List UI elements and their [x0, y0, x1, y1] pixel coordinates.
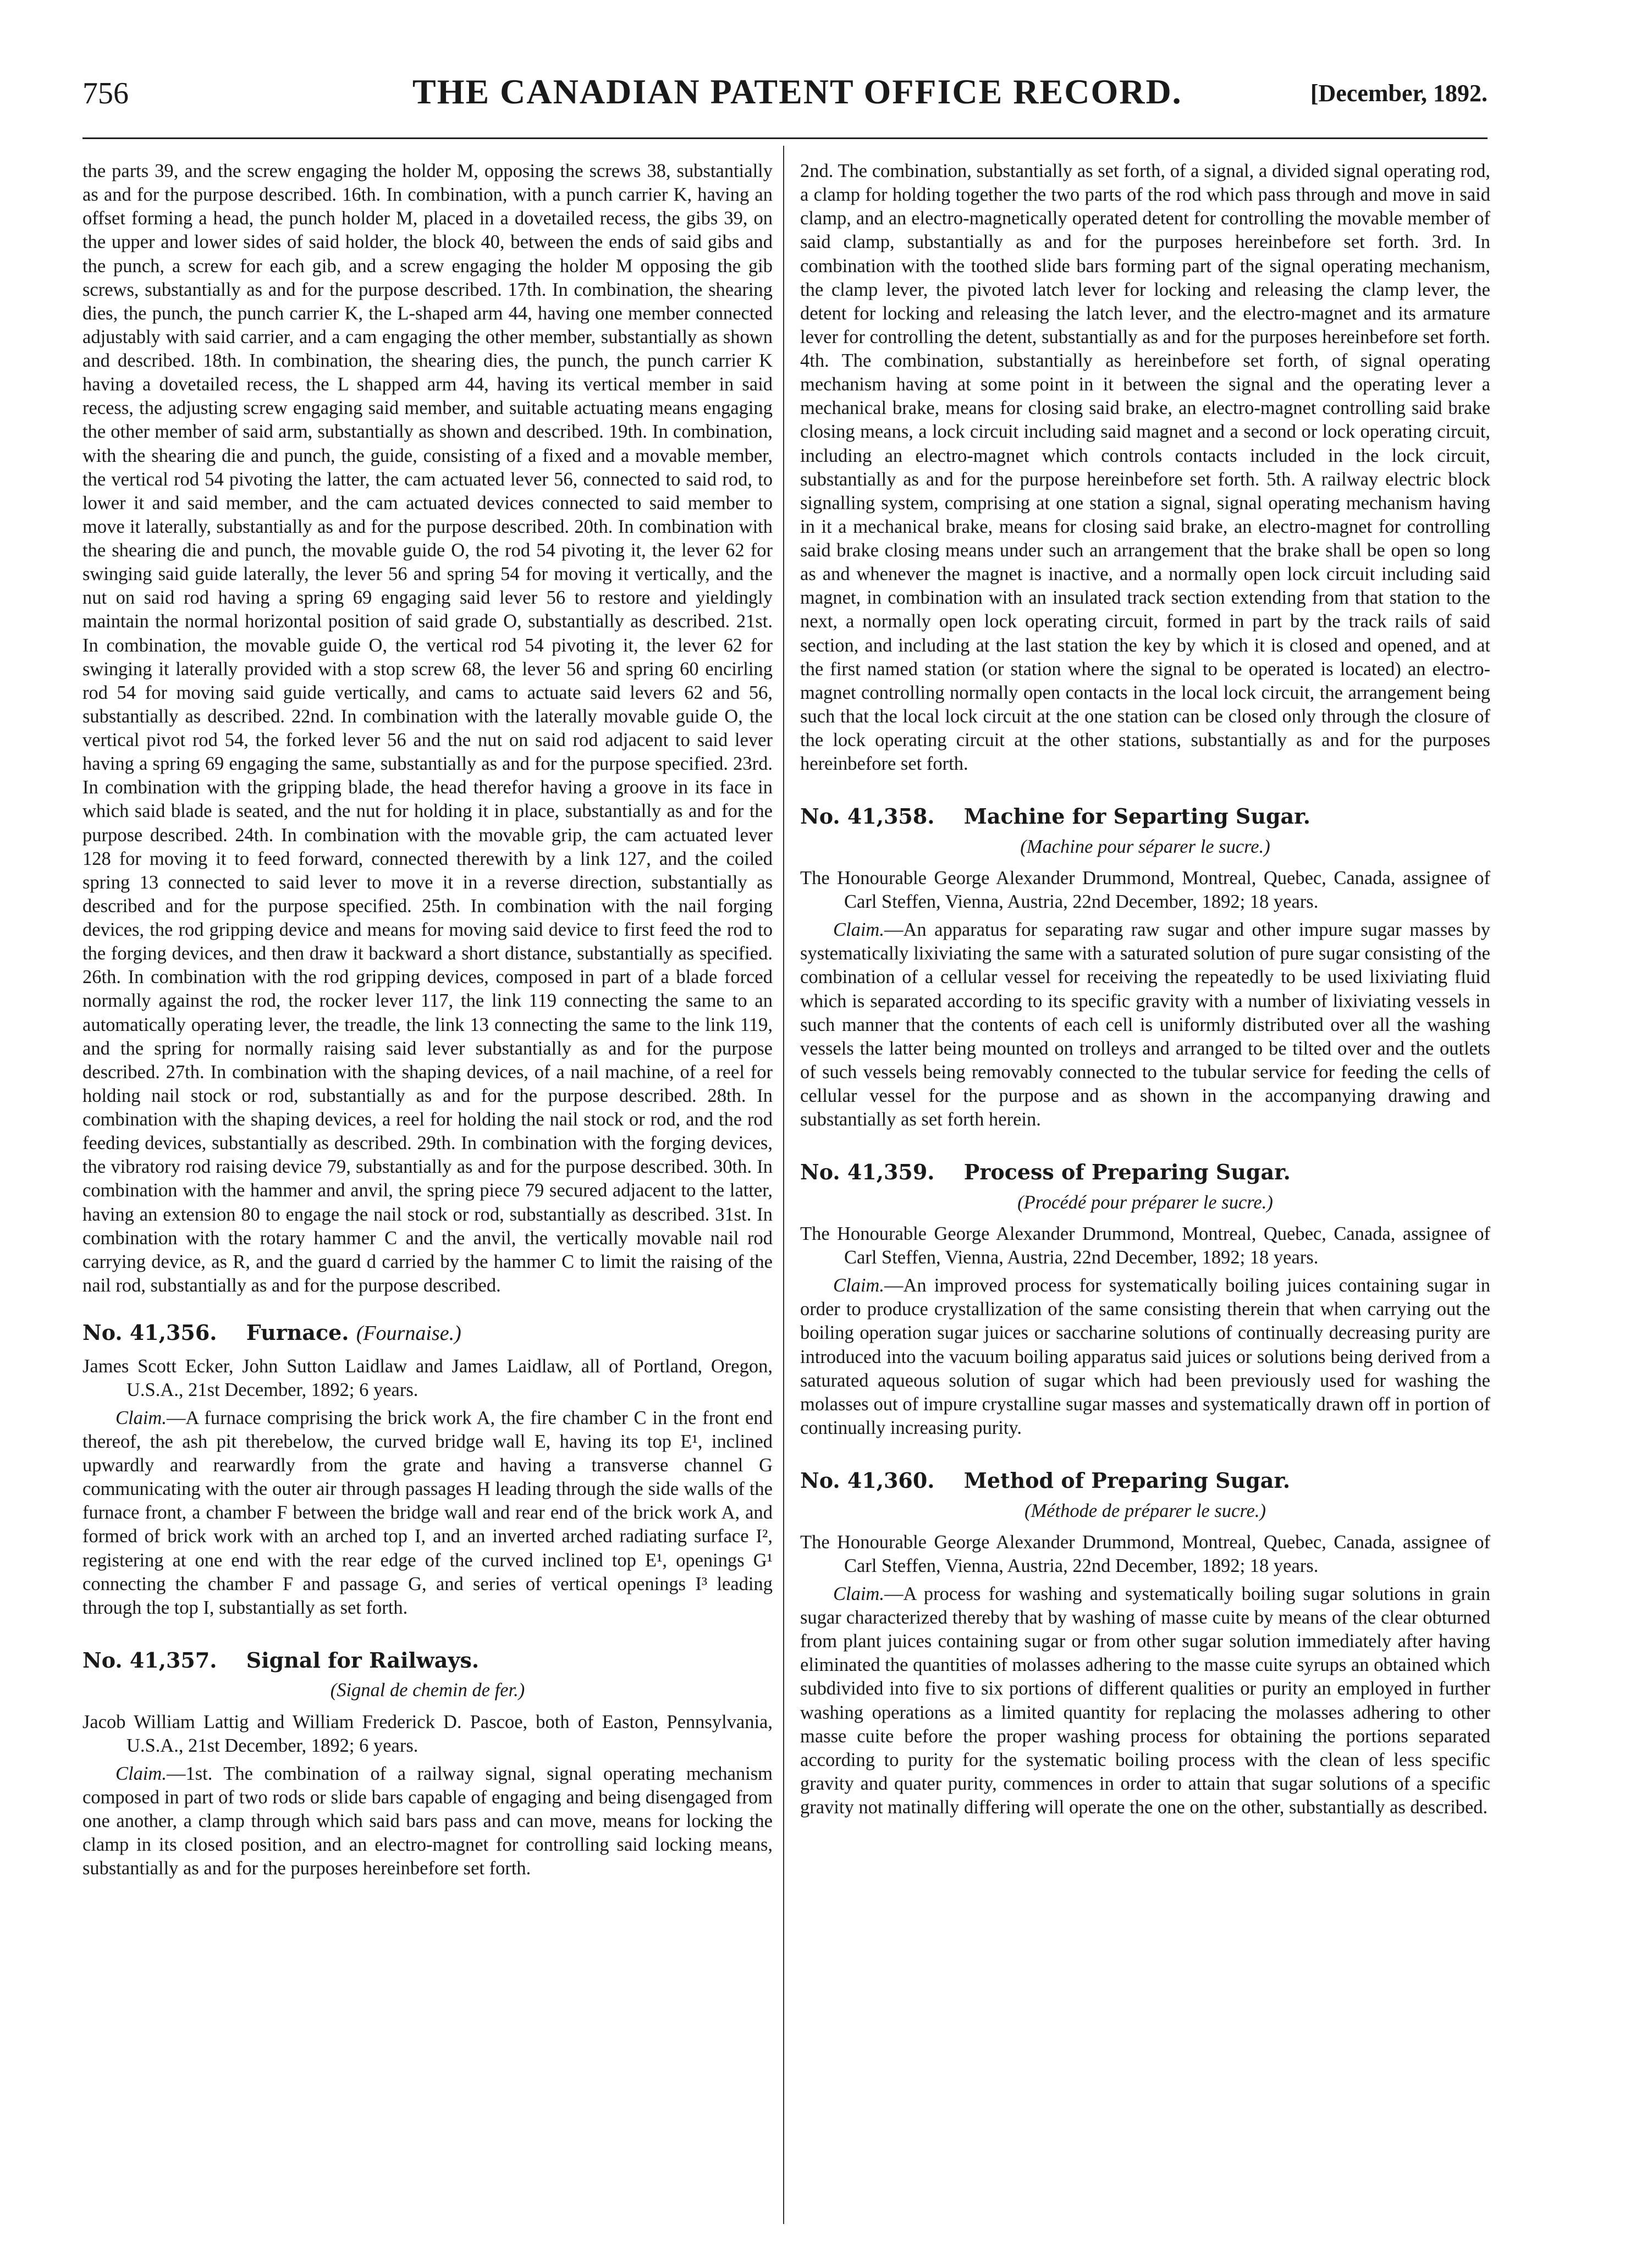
claims-continuation: the parts 39, and the screw engaging the holder M, opposing the screws 38, substantially as and for the purpose described. 16th. In combination, with a punch carrier K, having an offset forming a head, the punch holder M, placed in a dovetailed recess, the gibs 39, on the upper and lower sides of said holder, the block 40, between the ends of said gibs and the punch, a screw for each gib, and a screw engaging the holder M opposing the gib screws, substantially as and for the purpose described. 17th. In combination, the shearing dies, the punch, the punch carrier K, the L-shaped arm 44, having one member connected adjustably with said carrier, and a cam engaging the other member, substantially as shown and described. 18th. In combination, the shearing dies, the punch, the punch carrier K having a dovetailed recess, the L shapped arm 44, having its vertical member in said recess, the adjusting screw engaging said member, and suitable actuating means engaging the other member of said arm, substantially as shown and described. 19th. In combination, with the shearing die and punch, the guide, consisting of a fixed and a movable member, the vertical rod 54 pivoting the latter, the cam actuated lever 56, connected to said rod, to lower it and said member, and the cam actuated devices connected to said member to move it laterally, substantially as and for the purpose described. 20th. In combination with the shearing die and punch, the movable guide O, the rod 54 pivoting it, the lever 62 for swinging said guide laterally, the lever 56 and spring 54 for moving it vertically, and the nut on said rod having a spring 69 engaging said lever 56 to restore and yieldingly maintain the normal horizontal position of said grade O, substantially as described. 21st. In combination, the movable guide O, the vertical rod 54 pivoting it, the lever 62 for swinging it laterally provided with a stop screw 68, the lever 56 and spring 60 encirling rod 54 for moving said guide vertically, and cams to actuate said levers 62 and 56, substantially as described. 22nd. In combination with the laterally movable guide O, the vertical pivot rod 54, the forked lever 56 and the nut on said rod adjacent to said lever having a spring 69 engaging the same, substantially as and for the purpose specified. 23rd. In combination with the gripping blade, the head therefor having a groove in its face in which said blade is seated, and the nut for holding it in place, substantially as and for the purpose described. 24th. In combination with the movable grip, the cam actuated lever 128 for moving it to feed forward, connected therewith by a link 127, and the coiled spring 13 connected to said lever to move it in a reverse direction, substantially as described and for the purpose specified. 25th. In combination with the nail forging devices, the rod gripping device and means for moving said device to first feed the rod to the forging devices, and then draw it backward a short distance, substantially as specified. 26th. In combination with the rod gripping devices, composed in part of a blade forced normally against the rod, the rocker lever 117, the link 119 connecting the same to an automatically operating lever, the treadle, the link 13 connecting the same to the link 119, and the spring for normally raising said lever substantially as and for the purpose described. 27th. In combination with the shaping devices, of a nail machine, of a reel for holding nail stock or rod, substantially as and for the purpose described. 28th. In combination with the shaping devices, a reel for holding the nail stock or rod, and the rod feeding devices, substantially as described. 29th. In combination with the forging devices, the vibratory rod raising device 79, substantially as and for the purpose described. 30th. In combination with the hammer and anvil, the spring piece 79 secured adjacent to the latter, having an extension 80 to engage the nail stock or rod, substantially as described. 31st. In combination with the rotary hammer C and the anvil, the vertically movable nail rod carrying device, as R, and the guard d carried by the hammer C to limit the raising of the nail rod, substantially as and for the purpose described.: [82, 161, 773, 1296]
claim-text: —1st. The combination of a railway signal, signal operating mechanism composed in part of two rods or slide bars capable of engaging and being disengaged from one another, a clamp through which said bars pass and can move, means for locking the clamp in its closed position, and an electro-magnet for controlling said locking means, substantially as and for the purposes hereinbefore set forth.: [82, 1763, 773, 1879]
patent-assignee: The Honourable George Alexander Drummond, Montreal, Quebec, Canada, assignee of Carl Steffen, Vienna, Austria, 22nd December, 1892; 18 years.: [800, 1531, 1490, 1576]
patent-french-title: (Procédé pour préparer le sucre.): [1017, 1191, 1273, 1213]
patent-assignee: The Honourable George Alexander Drummond, Montreal, Quebec, Canada, assignee of Carl Steffen, Vienna, Austria, 22nd December, 1892; 18 years.: [800, 1223, 1490, 1268]
patent-claim: [800, 1582, 1490, 1819]
patent-heading: [82, 1647, 773, 1674]
patent-entry: [800, 803, 1490, 1132]
claim-label: Claim.: [833, 919, 884, 941]
patent-number: No. 41,357.: [82, 1647, 217, 1673]
patent-entry: [800, 1159, 1490, 1440]
patent-title: Signal for Railways.: [246, 1647, 480, 1673]
patent-assignee: Jacob William Lattig and William Frederick D. Pascoe, both of Easton, Pennsylvania, U.S.A., 21st December, 1892; 6 years.: [82, 1711, 773, 1756]
patent-french-title: (Signal de chemin de fer.): [330, 1680, 525, 1701]
patent-number: No. 41,356.: [82, 1320, 217, 1345]
page-header: [82, 71, 1488, 115]
claims-continuation: 2nd. The combination, substantially as set forth, of a signal, a divided signal operating rod, a clamp for holding together the two parts of the rod which pass through and move in said clamp, and an electro-magnetically operated detent for controlling the movable member of said clamp, substantially as and for the purposes hereinbefore set forth. 3rd. In combination with the toothed slide bars forming part of the signal operating mechanism, the clamp lever, the pivoted latch lever for locking and releasing the clamp lever, the detent for locking and releasing the latch lever, and the electro-magnet and its armature lever for controlling the detent, substantially as and for the purposes hereinbefore set forth. 4th. The combination, substantially as hereinbefore set forth, of signal operating mechanism having at some point in it between the signal and the operating lever a mechanical brake, means for closing said brake, an electro-magnet controlling said brake closing means, a lock circuit including said magnet and a second or lock operating circuit, including an electro-magnet which controls contacts included in the lock circuit, substantially as and for the purpose hereinbefore set forth. 5th. A railway electric block signalling system, comprising at one station a signal, signal operating mechanism having in it a mechanical brake, means for closing said brake, an electro-magnet for controlling said brake closing means under such an arrangement that the brake shall be open so long as and whenever the magnet is inactive, and a normally open lock circuit including said magnet, in combination with an insulated track section extending from that station to the next, a normally open lock operating circuit, formed in part by the track rails of said section, and including at the last station the key by which it is closed and opened, and at the first named station (or station where the signal to be operated is located) an electro-magnet controlling normally open contacts in the local lock circuit, the arrangement being such that the local lock circuit at the one station can be closed only through the closure of the lock operating circuit at the other stations, substantially as and for the purposes hereinbefore set forth.: [800, 161, 1490, 775]
column-divider: [783, 146, 784, 2224]
claim-text: —A furnace comprising the brick work A, the fire chamber C in the front end thereof, the ash pit therebelow, the curved bridge wall E, having its top E¹, inclined upwardly and rearwardly from the grate and having a transverse channel G communicating with the outer air through passages H leading through the side walls of the furnace front, a chamber F between the bridge wall and rear end of the brick work A, and formed of brick work with an arched top I, and an inverted arched radiating surface I², registering at one end with the rear edge of the curved inclined top E¹, openings G¹ connecting the chamber F and passage G, and series of vertical openings I³ leading through the top I, substantially as set forth.: [82, 1407, 773, 1618]
patent-number: No. 41,360.: [800, 1468, 935, 1493]
patent-claim: [800, 918, 1490, 1132]
patent-french-title: (Fournaise.): [356, 1322, 461, 1345]
patent-entry: [82, 1647, 773, 1881]
right-column: [800, 159, 1490, 1819]
patent-title: Furnace.: [246, 1320, 349, 1345]
page-number: 756: [82, 76, 129, 111]
patent-claim: [800, 1274, 1490, 1440]
claim-label: Claim.: [833, 1583, 884, 1604]
claim-text: —A process for washing and systematically boiling sugar solutions in grain sugar characterized thereby that by washing of masse cuite by means of the clear obturned from plant juices containing sugar or from other sugar solution immediately after having eliminated the quantities of molasses adhering to the masse cuite syrups an obtained which subdivided into five to six portions of different qualities or purity an employed in further washing operations as a limited quantity for replacing the molasses adhering to other masse cuite before the proper washing process for obtaining the portions separated according to purity for the systematic boiling process with the clean of less specific gravity and quater purity, commences in order to attain that sugar solutions of a specific gravity not matinally differing will operate the one on the other, substantially as described.: [800, 1583, 1490, 1818]
header-rule: [82, 137, 1488, 139]
left-column: [82, 159, 773, 1880]
patent-french-title: (Méthode de préparer le sucre.): [1024, 1500, 1266, 1521]
claim-text: —An apparatus for separating raw sugar and other impure sugar masses by systematically lixiviating the same with a saturated solution of pure sugar consisting of the combination of a cellular vessel for receiving the repeatedly to be used lixiviating fluid which is separated according to its specific gravity with a number of lixiviating vessels in such manner that the contents of each cell is uniformly distributed over all the washing vessels the latter being mounted on trolleys and arranged to be tilted over and the outlets of such vessels being removably connected to the tubular service for feeding the cells of cellular vessel for the purpose and as shown in the accompanying drawing and substantially as set forth herein.: [800, 919, 1490, 1130]
patent-title: Machine for Separting Sugar.: [963, 804, 1310, 829]
patent-assignee: The Honourable George Alexander Drummond, Montreal, Quebec, Canada, assignee of Carl Steffen, Vienna, Austria, 22nd December, 1892; 18 years.: [800, 867, 1490, 912]
patent-number: No. 41,359.: [800, 1160, 935, 1185]
patent-heading: [800, 1467, 1490, 1494]
patent-claim: [82, 1406, 773, 1620]
patent-title: Process of Preparing Sugar.: [963, 1160, 1291, 1185]
patent-title: Method of Preparing Sugar.: [963, 1468, 1291, 1493]
claim-label: Claim.: [115, 1407, 167, 1428]
patent-number: No. 41,358.: [800, 804, 935, 829]
publication-title: THE CANADIAN PATENT OFFICE RECORD.: [412, 72, 1182, 111]
patent-heading: [800, 1159, 1490, 1185]
patent-claim: [82, 1762, 773, 1881]
patent-french-title: (Machine pour séparer le sucre.): [1020, 836, 1270, 857]
patent-assignee: James Scott Ecker, John Sutton Laidlaw and James Laidlaw, all of Portland, Oregon, U.S.A., 21st December, 1892; 6 years.: [82, 1355, 773, 1400]
patent-entry: [82, 1320, 773, 1620]
patent-heading: [82, 1320, 773, 1347]
claim-label: Claim.: [115, 1763, 167, 1784]
patent-heading: [800, 803, 1490, 830]
claim-label: Claim.: [833, 1275, 884, 1296]
issue-date: [December, 1892.: [1310, 80, 1488, 107]
claim-text: —An improved process for systematically boiling juices containing sugar in order to produce crystallization of the same consisting therein that when carrying out the boiling operation sugar juices or saccharine solutions of continually decreasing purity are introduced into the vacuum boiling apparatus said juices or solutions being derived from a saturated aqueous solution of sugar which had been previously used for washing the molasses out of impure crystalline sugar masses and systematically drawn off in portion of continually increasing purity.: [800, 1275, 1490, 1438]
patent-entry: [800, 1467, 1490, 1819]
